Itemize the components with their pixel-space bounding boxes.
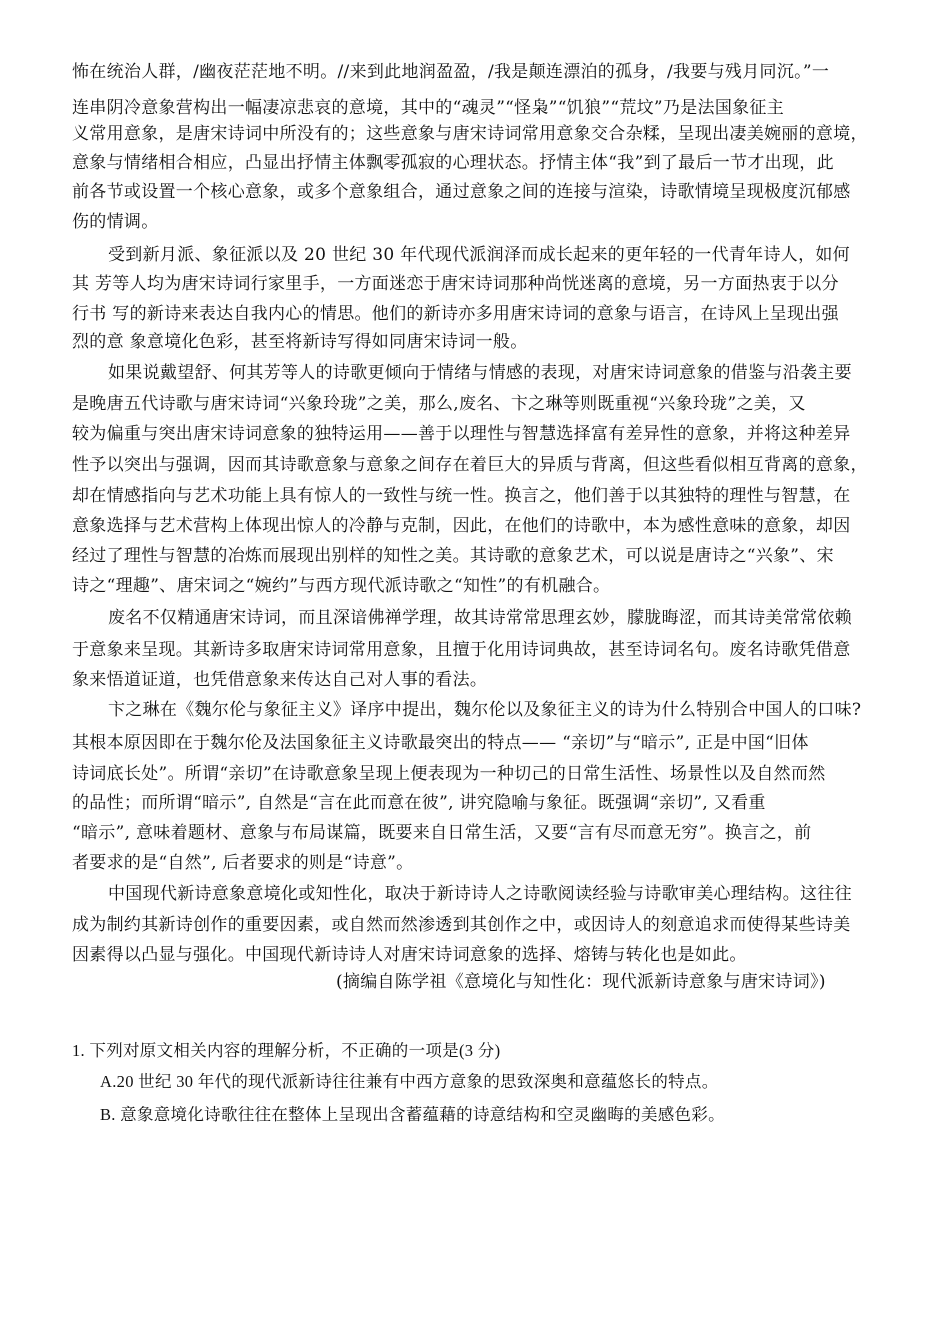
passage-line: 废名不仅精通唐宋诗词，而且深谙佛禅学理，故其诗常常思理玄妙，朦胧晦涩，而其诗美常常依赖	[108, 608, 852, 628]
passage-line: 其 芳等人均为唐宋诗词行家里手，一方面迷恋于唐宋诗词那种尚恍迷离的意境，另一方面热衷于以分	[72, 274, 839, 294]
passage-line: 却在情感指向与艺术功能上具有惊人的一致性与统一性。换言之，他们善于以其独特的理性与智慧，在	[72, 486, 851, 506]
passage-line: 因素得以凸显与强化。中国现代新诗诗人对唐宋诗词意象的选择、熔铸与转化也是如此。	[72, 945, 747, 965]
passage-line: 伤的情调。	[72, 212, 159, 232]
passage-source: (摘编自陈学祖《意境化与知性化：现代派新诗意象与唐宋诗词》)	[336, 972, 826, 992]
question-option-b: B. 意象意境化诗歌往往在整体上呈现出含蓄蕴藉的诗意结构和空灵幽晦的美感色彩。	[100, 1105, 725, 1124]
question-stem: 1. 下列对原文相关内容的理解分析，不正确的一项是(3 分)	[72, 1041, 501, 1060]
passage-line: 其根本原因即在于魏尔伦及法国象征主义诗歌最突出的特点—— “亲切”与“暗示”, 正是中国“旧体	[72, 733, 809, 753]
question-option-a: A.20 世纪 30 年代的现代派新诗往往兼有中西方意象的思致深奥和意蕴悠长的特点。	[100, 1072, 719, 1091]
passage-line: 象来悟道证道，也凭借意象来传达自己对人事的看法。	[72, 670, 488, 690]
passage-line: 行书 写的新诗来表达自我内心的情思。他们的新诗亦多用唐宋诗词的意象与语言，在诗风上呈现出强	[72, 304, 839, 324]
passage-line: 于意象来呈现。其新诗多取唐宋诗词常用意象，且擅于化用诗词典故，甚至诗词名句。废名诗歌凭借意	[72, 640, 851, 660]
passage-line: 性予以突出与强调，因而其诗歌意象与意象之间存在着巨大的异质与背离，但这些看似相互背离的意象，	[72, 455, 868, 475]
passage-line: 较为偏重与突出唐宋诗词意象的独特运用——善于以理性与智慧选择富有差异性的意象，并将这种差异	[72, 424, 851, 444]
passage-line: 烈的意 象意境化色彩，甚至将新诗写得如同唐宋诗词一般。	[72, 332, 528, 352]
passage-line: 是晚唐五代诗歌与唐宋诗词“兴象玲珑”之美，那么,废名、卞之琳等则既重视“兴象玲珑”之美，又	[72, 394, 806, 414]
passage-line: 怖在统治人群，/幽夜茫茫地不明。//来到此地润盈盈，/我是颠连漂泊的孤身，/我要与残月同沉。”一	[72, 62, 830, 82]
passage-line: 连串阴冷意象营构出一幅凄凉悲哀的意境，其中的“魂灵”“怪枭”“饥狼”“荒坟”乃是法国象征主	[72, 98, 785, 118]
passage-line: 前各节或设置一个核心意象，或多个意象组合，通过意象之间的连接与渲染，诗歌情境呈现极度沉郁感	[72, 182, 851, 202]
passage-line: 受到新月派、象征派以及 20 世纪 30 年代现代派润泽而成长起来的更年轻的一代青年诗人，如何	[108, 245, 850, 265]
passage-line: 者要求的是“自然”, 后者要求的则是“诗意”。	[72, 853, 414, 873]
passage-line: 卞之琳在《魏尔伦与象征主义》译序中提出，魏尔伦以及象征主义的诗为什么特别合中国人的口味?	[108, 700, 862, 720]
passage-line: 诗之“理趣”、唐宋词之“婉约”与西方现代派诗歌之“知性”的有机融合。	[72, 576, 611, 596]
passage-line: 义常用意象，是唐宋诗词中所没有的；这些意象与唐宋诗词常用意象交合杂糅，呈现出凄美婉丽的意境，	[72, 124, 868, 144]
passage-line: 经过了理性与智慧的冶炼而展现出别样的知性之美。其诗歌的意象艺术，可以说是唐诗之“兴象”、宋	[72, 546, 834, 566]
passage-line: “暗示”, 意味着题材、意象与布局谋篇，既要来自日常生活，又要“言有尽而意无穷”。换言之，前	[72, 823, 812, 843]
passage-line: 的品性；而所谓“暗示”, 自然是“言在此而意在彼”, 讲究隐喻与象征。既强调“亲切”, 又看重	[72, 793, 766, 813]
passage-line: 成为制约其新诗创作的重要因素，或自然而然渗透到其创作之中，或因诗人的刻意追求而使得某些诗美	[72, 915, 851, 935]
passage-line: 中国现代新诗意象意境化或知性化，取决于新诗诗人之诗歌阅读经验与诗歌审美心理结构。这往往	[108, 884, 852, 904]
passage-line: 诗词底长处”。所谓“亲切”在诗歌意象呈现上便表现为一种切己的日常生活性、场景性以及自然而然	[72, 764, 826, 784]
passage-line: 如果说戴望舒、何其芳等人的诗歌更倾向于情绪与情感的表现，对唐宋诗词意象的借鉴与沿袭主要	[108, 363, 852, 383]
passage-line: 意象与情绪相合相应，凸显出抒情主体飘零孤寂的心理状态。抒情主体“我”到了最后一节才出现，此	[72, 153, 834, 173]
passage-line: 意象选择与艺术营构上体现出惊人的冷静与克制，因此，在他们的诗歌中，本为感性意味的意象，却因	[72, 516, 851, 536]
